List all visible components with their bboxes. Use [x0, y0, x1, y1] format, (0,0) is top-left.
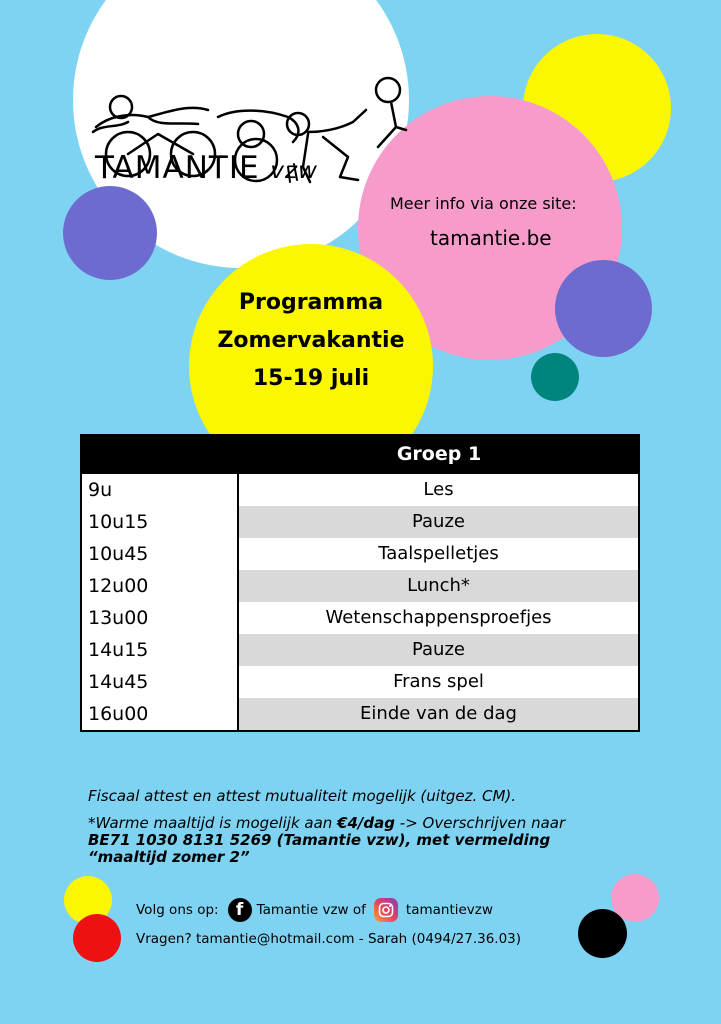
title-line-2: Zomervakantie	[217, 328, 405, 353]
time-cell: 14u45	[82, 666, 239, 698]
tax-note: Fiscaal attest en attest mutualiteit mogelijk (uitgez. CM).	[88, 787, 517, 805]
meal-note-prefix: *Warme maaltijd is mogelijk aan	[88, 814, 338, 832]
contact-info: Vragen? tamantie@hotmail.com - Sarah (0494/27.36.03)	[136, 931, 522, 947]
time-cell: 10u45	[82, 538, 239, 570]
time-cell: 9u	[82, 474, 239, 506]
social-links	[136, 898, 493, 922]
time-cell: 16u00	[82, 698, 239, 730]
table-row	[82, 474, 638, 506]
title-line-1: Programma	[238, 290, 384, 315]
activity-cell: Frans spel	[393, 671, 484, 692]
activity-cell: Wetenschappensproefjes	[325, 607, 552, 628]
table-row	[82, 634, 638, 666]
activity-cell: Einde van de dag	[239, 698, 638, 730]
info-text: Meer info via onze site:	[390, 194, 577, 213]
payment-reference: “maaltijd zomer 2”	[88, 848, 250, 866]
activity-cell: Taalspelletjes	[378, 543, 499, 564]
activity-cell: Lunch*	[239, 570, 638, 602]
time-cell: 14u15	[82, 634, 239, 666]
purple-circle-right	[555, 260, 652, 357]
facebook-icon[interactable]: f	[228, 898, 252, 922]
table-row	[82, 698, 638, 730]
notes	[88, 788, 648, 866]
activity-cell: Les	[423, 479, 454, 500]
table-row	[82, 570, 638, 602]
logo-suffix: vzw	[270, 158, 318, 184]
facebook-link[interactable]: Tamantie vzw of	[256, 902, 366, 918]
meal-note	[88, 815, 648, 832]
black-circle-bottom	[578, 909, 627, 958]
page-title	[189, 284, 433, 398]
time-cell: 12u00	[82, 570, 239, 602]
time-cell: 10u15	[82, 506, 239, 538]
purple-circle-left	[63, 186, 157, 280]
table-row	[82, 666, 638, 698]
title-line-3: 15-19 juli	[252, 366, 370, 391]
logo-text	[95, 150, 318, 186]
time-cell: 13u00	[82, 602, 239, 634]
website-link[interactable]: tamantie.be	[430, 226, 552, 250]
instagram-icon[interactable]	[374, 898, 398, 922]
follow-label: Volg ons op:	[136, 902, 219, 918]
red-circle-bottom	[73, 914, 121, 962]
meal-price: €4/dag	[337, 814, 396, 832]
group-header: Groep 1	[396, 443, 482, 465]
schedule-table	[80, 434, 640, 732]
teal-circle	[531, 353, 579, 401]
table-row	[82, 602, 638, 634]
schedule-header	[82, 436, 638, 474]
meal-note-suffix: -> Overschrijven naar	[395, 814, 566, 832]
table-row	[82, 538, 638, 570]
logo-name: TAMANTIE	[95, 150, 260, 186]
table-row	[82, 506, 638, 538]
activity-cell: Pauze	[239, 634, 638, 666]
bank-account: BE71 1030 8131 5269 (Tamantie vzw), met vermelding	[88, 831, 551, 849]
activity-cell: Pauze	[239, 506, 638, 538]
instagram-link[interactable]: tamantievzw	[405, 902, 493, 918]
